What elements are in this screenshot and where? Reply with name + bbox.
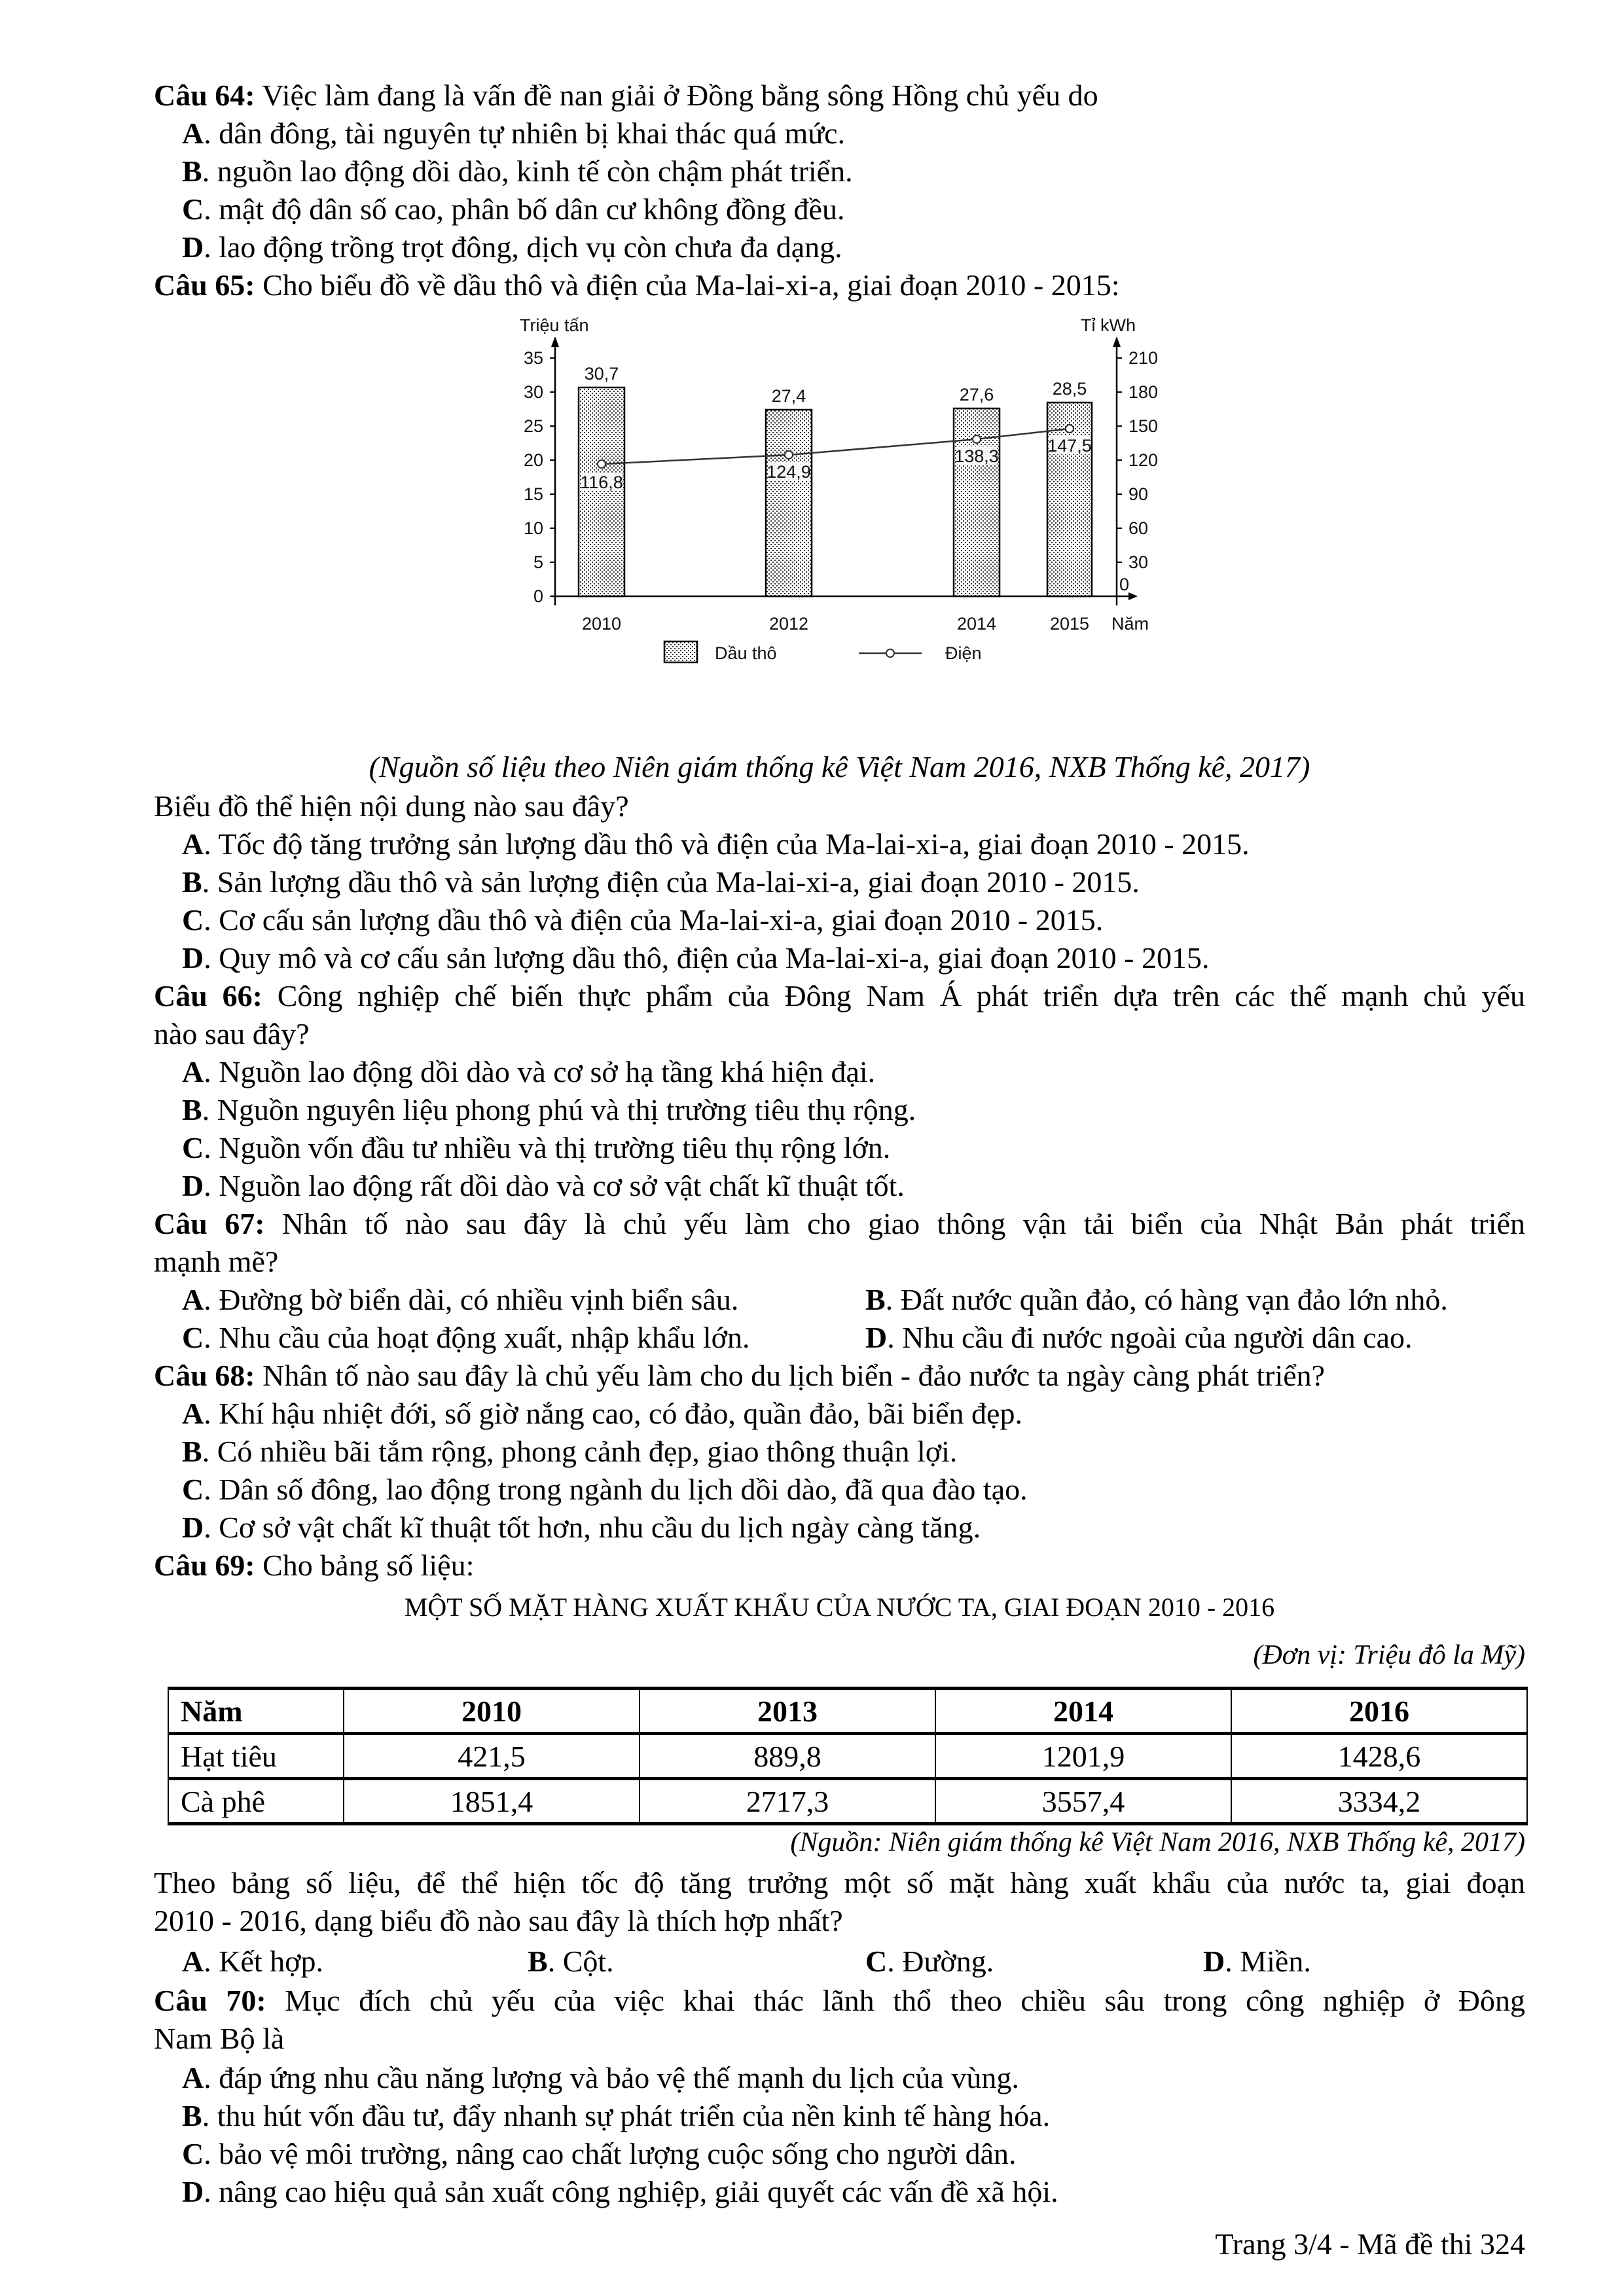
svg-text:60: 60 [1128, 518, 1149, 538]
option-c [182, 1471, 1028, 1509]
option-key: B [182, 2099, 202, 2132]
question-70 [154, 1982, 1525, 2020]
question-label: Câu 67: [154, 1207, 265, 1240]
option-text: . Nhu cầu đi nước ngoài của người dân cao. [887, 1321, 1413, 1354]
option-key: A [182, 1945, 204, 1978]
option-key: B [865, 1283, 886, 1316]
table-cell: Hạt tiêu [168, 1734, 344, 1779]
table-source: (Nguồn: Niên giám thống kê Việt Nam 2016, NXB Thống kê, 2017) [790, 1827, 1525, 1857]
bar-label: 30,7 [584, 364, 619, 384]
question-prompt: Theo bảng số liệu, để thể hiện tốc độ tăng trưởng một số mặt hàng xuất khẩu của nước ta, giai đoạn [154, 1866, 1525, 1899]
svg-text:20: 20 [523, 450, 543, 470]
option-text: . Cơ sở vật chất kĩ thuật tốt hơn, nhu cầu du lịch ngày càng tăng. [204, 1511, 981, 1544]
option-key: D [865, 1321, 888, 1354]
question-text: Mục đích chủ yếu của việc khai thác lãnh thổ theo chiều sâu trong công nghiệp ở Đông [266, 1984, 1525, 2017]
option-text: . Cơ cấu sản lượng dầu thô và điện của Ma-lai-xi-a, giai đoạn 2010 - 2015. [204, 903, 1104, 937]
svg-text:180: 180 [1128, 382, 1159, 402]
option-key: D [182, 941, 204, 975]
y-ticks-left [524, 348, 555, 606]
option-d [182, 1167, 905, 1205]
point-2012 [785, 451, 793, 459]
question-label: Câu 70: [154, 1984, 266, 2017]
arrow-right-icon [1128, 592, 1138, 600]
svg-text:10: 10 [523, 518, 543, 538]
option-text: . dân đông, tài nguyên tự nhiên bị khai thác quá mức. [204, 117, 846, 150]
option-key: B [182, 154, 202, 188]
option-text: . nâng cao hiệu quả sản xuất công nghiệp, giải quyết các vấn đề xã hội. [204, 2175, 1058, 2208]
option-c [182, 190, 844, 228]
question-prompt-cont: 2010 - 2016, dạng biểu đồ nào sau đây là thích hợp nhất? [154, 1904, 843, 1937]
option-a [182, 1053, 875, 1091]
option-a [182, 1281, 738, 1319]
option-text: . Nguồn lao động dồi dào và cơ sở hạ tầng khá hiện đại. [204, 1055, 876, 1088]
option-d [182, 1509, 981, 1547]
legend [664, 641, 982, 663]
question-prompt: Biểu đồ thể hiện nội dung nào sau đây? [154, 789, 629, 823]
option-b [182, 2097, 1050, 2135]
question-66 [154, 977, 1525, 1015]
point-label: 138,3 [954, 446, 999, 466]
option-a [182, 1943, 323, 1981]
question-text: Nhân tố nào sau đây là chủ yếu làm cho giao thông vận tải biển của Nhật Bản phát triển [264, 1207, 1525, 1240]
table-header-row [168, 1689, 1527, 1734]
svg-text:30: 30 [1128, 552, 1149, 572]
option-key: B [182, 865, 202, 899]
option-b [182, 1091, 916, 1129]
option-text: . nguồn lao động dồi dào, kinh tế còn chậm phát triển. [202, 154, 853, 188]
svg-text:0: 0 [1119, 575, 1130, 594]
y-axis-left-label: Triệu tấn [520, 315, 589, 335]
option-text: . Nguồn nguyên liệu phong phú và thị trường tiêu thụ rộng. [202, 1093, 916, 1126]
y-axis-right-label: Tỉ kWh [1081, 315, 1136, 335]
point-label: 124,9 [767, 462, 811, 482]
bar-label: 27,6 [959, 385, 994, 404]
table-row [168, 1734, 1527, 1779]
table-unit: (Đơn vị: Triệu đô la Mỹ) [1253, 1640, 1525, 1670]
option-text: . Kết hợp. [204, 1945, 323, 1978]
option-c [182, 2135, 1017, 2173]
option-c [182, 1129, 890, 1167]
question-label: Câu 66: [154, 979, 262, 1013]
option-text: . đáp ứng nhu cầu năng lượng và bảo vệ thế mạnh du lịch của vùng. [204, 2061, 1019, 2094]
option-key: C [182, 1131, 204, 1164]
svg-text:0: 0 [533, 586, 543, 606]
point-2014 [973, 435, 981, 443]
question-text-cont: Nam Bộ là [154, 2022, 285, 2055]
chart-source: (Nguồn số liệu theo Niên giám thống kê Việt Nam 2016, NXB Thống kê, 2017) [369, 750, 1310, 783]
svg-text:2010: 2010 [581, 614, 622, 634]
question-67 [154, 1205, 1525, 1243]
question-65 [154, 266, 1120, 304]
legend-swatch-bar [664, 641, 697, 662]
option-a [182, 115, 845, 152]
option-text: . Sản lượng dầu thô và sản lượng điện của Ma-lai-xi-a, giai đoạn 2010 - 2015. [202, 865, 1140, 899]
option-a [182, 825, 1250, 863]
question-label: Câu 64: [154, 79, 255, 112]
question-text-cont: mạnh mẽ? [154, 1245, 279, 1278]
table-row [168, 1779, 1527, 1824]
option-text: . Miền. [1225, 1945, 1311, 1978]
arrow-up-icon [551, 336, 559, 347]
option-key: D [182, 1511, 204, 1544]
legend-label: Dầu thô [715, 643, 777, 663]
option-text: . bảo vệ môi trường, nâng cao chất lượng cuộc sống cho người dân. [204, 2137, 1017, 2170]
series-dien [580, 425, 1092, 492]
option-b [528, 1943, 614, 1981]
option-key: A [182, 117, 204, 150]
question-69 [154, 1547, 474, 1585]
table-cell: 1851,4 [344, 1779, 640, 1824]
question-text: Nhân tố nào sau đây là chủ yếu làm cho du lịch biển - đảo nước ta ngày càng phát triển? [255, 1359, 1326, 1392]
page-footer: Trang 3/4 - Mã đề thi 324 [1215, 2227, 1525, 2261]
question-text: Cho biểu đồ về dầu thô và điện của Ma-lai-xi-a, giai đoạn 2010 - 2015: [255, 268, 1120, 302]
option-a [182, 1395, 1022, 1433]
svg-text:2015: 2015 [1049, 614, 1090, 634]
svg-text:5: 5 [533, 552, 543, 572]
option-c [865, 1943, 994, 1981]
option-a [182, 2059, 1019, 2097]
option-text: . Đường. [887, 1945, 994, 1978]
option-key: C [182, 1473, 204, 1506]
option-key: D [182, 230, 204, 264]
option-text: . Đất nước quần đảo, có hàng vạn đảo lớn nhỏ. [885, 1283, 1448, 1316]
option-d [182, 2173, 1058, 2211]
arrow-up-icon [1113, 336, 1121, 347]
question-text: Việc làm đang là vấn đề nan giải ở Đồng bằng sông Hồng chủ yếu do [255, 79, 1098, 112]
option-key: B [528, 1945, 548, 1978]
question-label: Câu 68: [154, 1359, 255, 1392]
y-ticks-right [1117, 348, 1158, 594]
option-key: C [865, 1945, 888, 1978]
svg-text:30: 30 [523, 382, 543, 402]
table-cell: 3334,2 [1231, 1779, 1527, 1824]
series-dau-tho [579, 364, 1092, 596]
option-b [182, 152, 853, 190]
svg-text:15: 15 [523, 484, 543, 504]
option-key: D [182, 2175, 204, 2208]
svg-text:2014: 2014 [956, 614, 997, 634]
svg-text:210: 210 [1128, 348, 1159, 368]
table-cell: 2717,3 [640, 1779, 935, 1824]
x-tick-labels [555, 596, 1149, 634]
svg-text:25: 25 [523, 416, 543, 436]
question-text-cont: nào sau đây? [154, 1017, 310, 1050]
option-key: B [182, 1093, 202, 1126]
point-label: 147,5 [1047, 436, 1092, 456]
option-d [1203, 1943, 1311, 1981]
option-text: . Khí hậu nhiệt đới, số giờ nắng cao, có đảo, quần đảo, bãi biển đẹp. [204, 1397, 1022, 1430]
option-key: C [182, 903, 204, 937]
bar-label: 27,4 [771, 386, 806, 406]
question-text: Công nghiệp chế biến thực phẩm của Đông Nam Á phát triển dựa trên các thế mạnh chủ yếu [262, 979, 1526, 1013]
option-d [865, 1319, 1413, 1357]
option-text: . Quy mô và cơ cấu sản lượng dầu thô, điện của Ma-lai-xi-a, giai đoạn 2010 - 2015. [204, 941, 1210, 975]
option-b [182, 1433, 957, 1471]
option-key: D [1203, 1945, 1225, 1978]
option-key: C [182, 1321, 204, 1354]
option-key: A [182, 1283, 204, 1316]
legend-label: Điện [945, 643, 982, 663]
option-text: . Nhu cầu của hoạt động xuất, nhập khẩu lớn. [204, 1321, 750, 1354]
option-text: . Dân số đông, lao động trong ngành du lịch dồi dào, đã qua đào tạo. [204, 1473, 1028, 1506]
option-key: B [182, 1435, 202, 1468]
svg-text:35: 35 [523, 348, 543, 368]
table-header-cell: 2013 [640, 1689, 935, 1734]
table-title: MỘT SỐ MẶT HÀNG XUẤT KHẨU CỦA NƯỚC TA, GIAI ĐOẠN 2010 - 2016 [404, 1592, 1275, 1622]
table-cell: 1201,9 [935, 1734, 1231, 1779]
option-text: . Cột. [547, 1945, 614, 1978]
question-68 [154, 1357, 1325, 1395]
question-label: Câu 69: [154, 1549, 255, 1582]
option-key: A [182, 2061, 204, 2094]
point-2010 [598, 460, 605, 468]
x-axis-label: Năm [1111, 614, 1149, 634]
option-text: . Có nhiều bãi tắm rộng, phong cảnh đẹp, giao thông thuận lợi. [202, 1435, 958, 1468]
option-text: . Nguồn lao động rất dồi dào và cơ sở vật chất kĩ thuật tốt. [204, 1169, 905, 1202]
svg-text:150: 150 [1128, 416, 1159, 436]
table-header-cell: Năm [168, 1689, 344, 1734]
question-label: Câu 65: [154, 268, 255, 302]
table-header-cell: 2014 [935, 1689, 1231, 1734]
bar-2012 [766, 410, 812, 596]
option-b [182, 863, 1140, 901]
combo-chart [511, 308, 1165, 740]
table-header-cell: 2010 [344, 1689, 640, 1734]
option-d [182, 939, 1209, 977]
option-key: D [182, 1169, 204, 1202]
point-label: 116,8 [580, 473, 623, 492]
point-2015 [1066, 425, 1074, 433]
svg-text:90: 90 [1128, 484, 1149, 504]
option-key: C [182, 2137, 204, 2170]
option-c [182, 1319, 749, 1357]
option-key: A [182, 827, 204, 861]
option-text: . mật độ dân số cao, phân bố dân cư không đồng đều. [204, 192, 845, 226]
option-text: . Tốc độ tăng trưởng sản lượng dầu thô và điện của Ma-lai-xi-a, giai đoạn 2010 - 2015. [204, 827, 1250, 861]
option-b [865, 1281, 1448, 1319]
option-c [182, 901, 1103, 939]
svg-text:2012: 2012 [768, 614, 809, 634]
option-text: . lao động trồng trọt đông, dịch vụ còn chưa đa dạng. [204, 230, 842, 264]
question-text: Cho bảng số liệu: [255, 1549, 475, 1582]
option-key: A [182, 1055, 204, 1088]
table-cell: 421,5 [344, 1734, 640, 1779]
option-text: . Nguồn vốn đầu tư nhiều và thị trường tiêu thụ rộng lớn. [204, 1131, 891, 1164]
option-d [182, 228, 842, 266]
option-key: A [182, 1397, 204, 1430]
table-cell: 3557,4 [935, 1779, 1231, 1824]
table-cell: Cà phê [168, 1779, 344, 1824]
question-64 [154, 77, 1098, 115]
option-text: . thu hút vốn đầu tư, đẩy nhanh sự phát triển của nền kinh tế hàng hóa. [202, 2099, 1051, 2132]
data-table [168, 1687, 1528, 1825]
table-cell: 1428,6 [1231, 1734, 1527, 1779]
bar-label: 28,5 [1052, 379, 1087, 399]
svg-text:120: 120 [1128, 450, 1159, 470]
option-key: C [182, 192, 204, 226]
table-header-cell: 2016 [1231, 1689, 1527, 1734]
option-text: . Đường bờ biển dài, có nhiều vịnh biển sâu. [204, 1283, 739, 1316]
table-cell: 889,8 [640, 1734, 935, 1779]
